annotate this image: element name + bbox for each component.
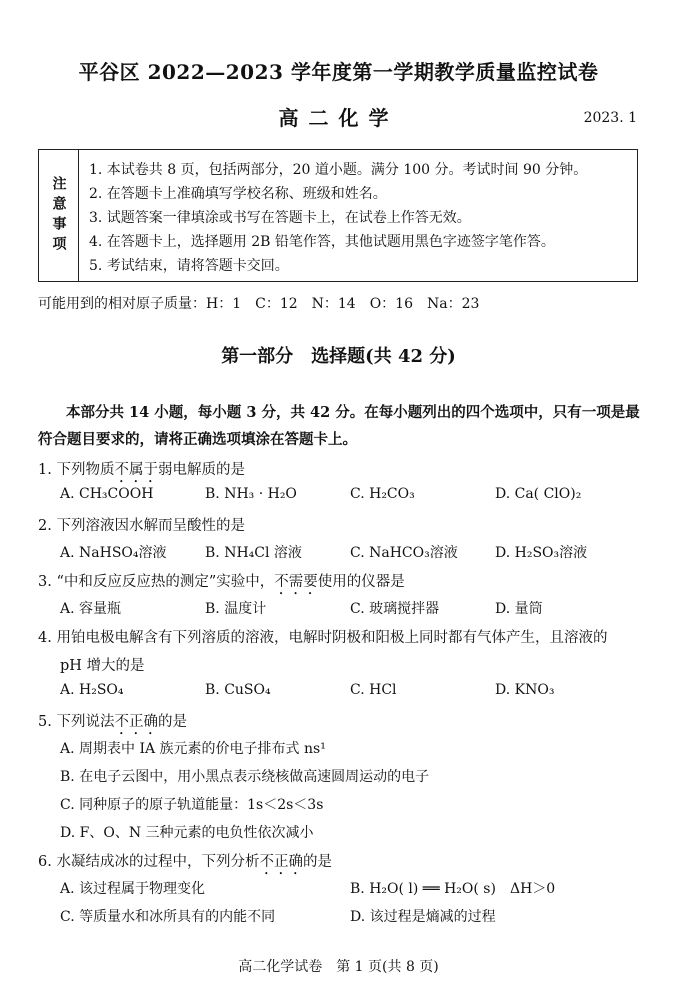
section-intro: 本部分共 14 小题，每小题 3 分，共 42 分。在每小题列出的四个选项中，只有一项是最符合题目要求的，请将正确选项填涂在答题卡上。 (38, 404, 640, 448)
option-d: D. H₂SO₃溶液 (495, 545, 588, 561)
question-3-stem: 3. “中和反应反应热的测定”实验中，不需要使用的仪器是 (38, 574, 405, 590)
question-6-stem: 6. 水凝结成冰的过程中，下列分析不正确的是 (38, 854, 332, 870)
notice-item: 3. 试题答案一律填涂或书写在答题卡上，在试卷上作答无效。 (89, 210, 471, 226)
option-d: D. Ca( ClO)₂ (495, 486, 582, 502)
atomic-masses: 可能用到的相对原子质量：H：1 C：12 N：14 O：16 Na：23 (38, 296, 480, 312)
emphasis-text: 不正确 (259, 854, 303, 870)
option-d: D. F、O、N 三种元素的电负性依次减小 (60, 825, 314, 841)
notice-box (38, 149, 638, 282)
option-a: A. CH₃COOH (60, 486, 154, 502)
option-c: C. H₂CO₃ (350, 486, 415, 502)
exam-title: 平谷区 2022—2023 学年度第一学期教学质量监控试卷 (78, 60, 599, 84)
emphasis-text: 不正确 (114, 714, 158, 730)
option-b: B. NH₄Cl 溶液 (205, 545, 302, 561)
notice-items (89, 158, 587, 278)
option-b: B. 在电子云图中，用小黑点表示绕核做高速圆周运动的电子 (60, 769, 430, 785)
option-d: D. 量筒 (495, 601, 543, 617)
emphasis-text: 不需要 (274, 574, 318, 590)
option-d: D. 该过程是熵减的过程 (350, 909, 496, 925)
notice-item: 4. 在答题卡上，选择题用 2B 铅笔作答，其他试题用黑色字迹签字笔作答。 (89, 234, 555, 250)
question-4-stem-cont: pH 增大的是 (60, 658, 145, 674)
question-2-stem: 2. 下列溶液因水解而呈酸性的是 (38, 518, 245, 534)
option-c: C. NaHCO₃溶液 (350, 545, 458, 561)
exam-date: 2023. 1 (583, 110, 637, 126)
question-1-stem: 1. 下列物质不属于弱电解质的是 (38, 462, 245, 478)
question-5-stem: 5. 下列说法不正确的是 (38, 714, 187, 730)
notice-item: 1. 本试卷共 8 页，包括两部分，20 道小题。满分 100 分。考试时间 90 分钟。 (89, 162, 588, 178)
option-d: D. KNO₃ (495, 682, 555, 698)
option-a: A. 该过程属于物理变化 (60, 881, 206, 897)
subject-title: 高二化学 (278, 106, 399, 130)
option-c: C. HCl (350, 682, 397, 698)
option-b: B. 温度计 (205, 601, 267, 617)
option-a: A. 周期表中 IA 族元素的价电子排布式 ns¹ (60, 741, 326, 757)
option-b: B. NH₃ · H₂O (205, 486, 297, 502)
option-c: C. 同种原子的原子轨道能量：1s＜2s＜3s (60, 797, 324, 813)
page-footer: 高二化学试卷 第 1 页(共 8 页) (238, 959, 439, 975)
emphasis-text: 不属于 (114, 462, 158, 478)
option-a: A. H₂SO₄ (60, 682, 124, 698)
notice-item: 2. 在答题卡上准确填写学校名称、班级和姓名。 (89, 186, 387, 202)
option-b: B. CuSO₄ (205, 682, 271, 698)
option-a: A. 容量瓶 (60, 601, 122, 617)
notice-label: 注意事项 (39, 150, 79, 281)
option-c: C. 玻璃搅拌器 (350, 601, 440, 617)
option-b: B. H₂O( l) ══ H₂O( s) ΔH＞0 (350, 881, 556, 897)
option-c: C. 等质量水和冰所具有的内能不同 (60, 909, 276, 925)
section-title: 第一部分 选择题(共 42 分) (221, 346, 456, 367)
option-a: A. NaHSO₄溶液 (60, 545, 167, 561)
notice-item: 5. 考试结束，请将答题卡交回。 (89, 258, 289, 274)
question-4-stem: 4. 用铂电极电解含有下列溶质的溶液，电解时阴极和阳极上同时都有气体产生，且溶液的 (38, 630, 608, 646)
